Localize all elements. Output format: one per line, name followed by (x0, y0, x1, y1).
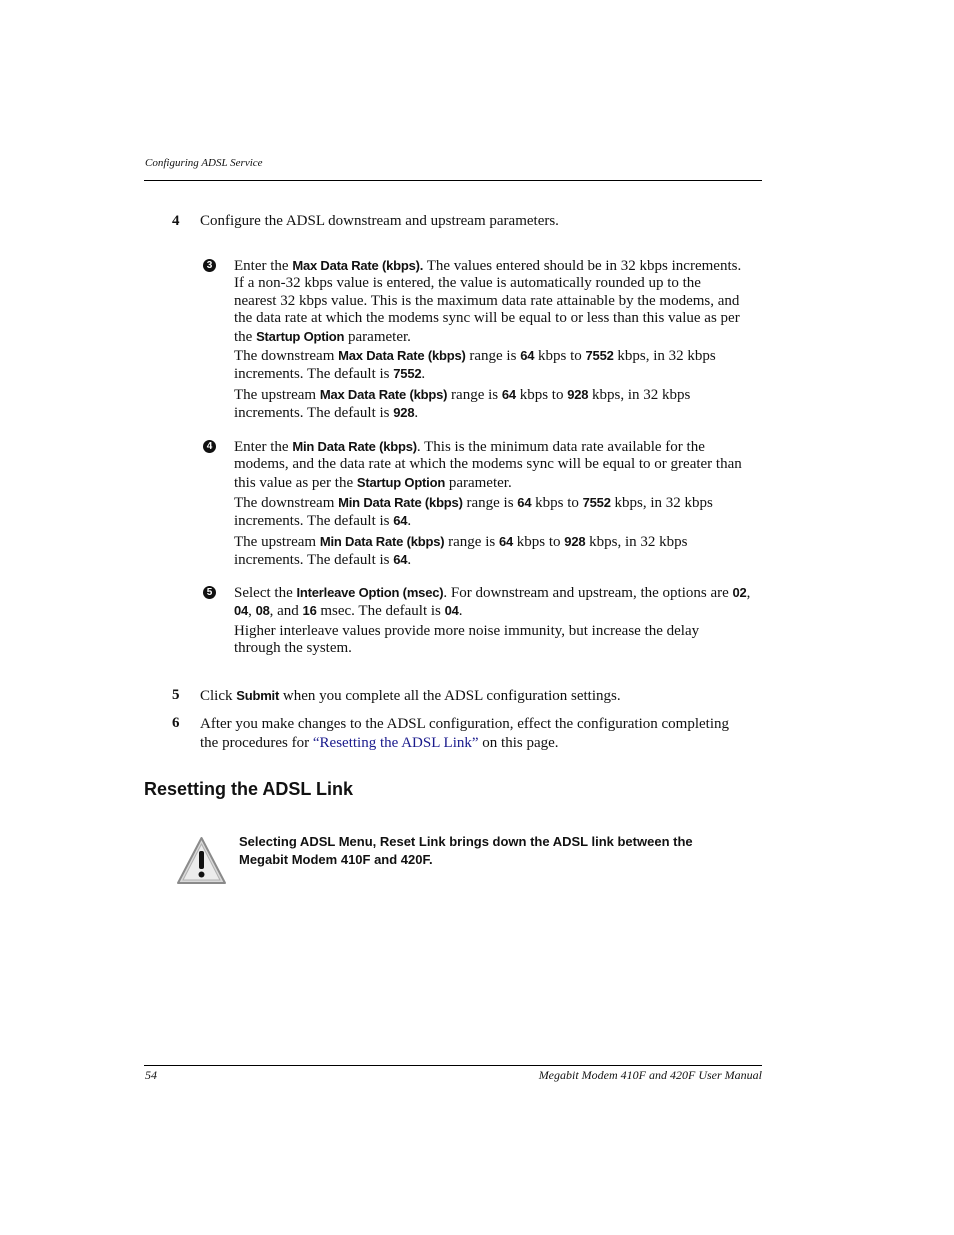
substep-3-downstream (234, 347, 762, 384)
field-name: Min Data Rate (kbps) (338, 495, 463, 510)
value: 64 (393, 513, 408, 529)
text-line: Selecting ADSL Menu, Reset Link brings down the ADSL link between the (239, 834, 693, 849)
text: parameter. (344, 328, 411, 345)
field-name: Max Data Rate (kbps) (338, 348, 466, 363)
text: kbps to (513, 534, 565, 550)
text-line: through the system. (234, 640, 352, 657)
text: The downstream (234, 495, 339, 511)
substep-5-paragraph (234, 584, 762, 621)
bullet-4-icon: 4 (203, 440, 216, 453)
value: 64 (498, 534, 514, 549)
field-name: Min Data Rate (kbps) (319, 534, 445, 549)
value: 02 (732, 585, 747, 600)
text: on this page. (478, 735, 559, 751)
text: parameter. (445, 474, 512, 491)
text: kbps to (531, 495, 583, 511)
text-line: nearest 32 kbps value. This is the maximum data rate attainable by the modems, and (234, 292, 740, 309)
text: . (414, 405, 419, 422)
bullet-5-icon: 5 (203, 586, 216, 599)
text: . This is the minimum data rate available for the (416, 439, 705, 455)
text: kbps, in 32 kbps (585, 534, 688, 550)
value: 7552 (393, 366, 422, 382)
step-number-4: 4 (172, 213, 180, 229)
field-name: Startup Option (356, 474, 446, 490)
text: The upstream (234, 387, 320, 403)
text: Enter the (234, 439, 293, 455)
text: The downstream (234, 348, 339, 364)
value: 928 (393, 405, 415, 421)
substep-3-paragraph (234, 257, 762, 346)
manual-title: Megabit Modem 410F and 420F User Manual (538, 1068, 762, 1082)
text: msec. The default is (316, 603, 445, 620)
text: . (407, 552, 412, 569)
field-name: Max Data Rate (kbps) (319, 387, 448, 402)
text: increments. The default is (234, 405, 394, 422)
footer-rule (144, 1065, 762, 1066)
text: . For downstream and upstream, the options are (443, 585, 733, 601)
value: 64 (393, 552, 408, 568)
text: increments. The default is (234, 513, 394, 530)
substep-4-paragraph (234, 438, 762, 492)
text-line: modems, and the data rate at which the modems sync will be equal to or greater than (234, 456, 742, 473)
page-number: 54 (145, 1068, 157, 1082)
text-line: After you make changes to the ADSL configuration, effect the configuration completing (200, 716, 730, 732)
warning-text (239, 833, 759, 868)
text: , (248, 603, 256, 620)
substep-5-note (234, 623, 762, 658)
text: range is (465, 348, 521, 364)
header-rule (144, 180, 762, 181)
text: . (421, 366, 426, 383)
value: 04 (444, 603, 459, 619)
substep-3-upstream (234, 386, 762, 423)
step-6-text (200, 715, 762, 753)
step-4-text: Configure the ADSL downstream and upstream parameters. (200, 213, 559, 229)
value: 7552 (582, 495, 611, 510)
text: kbps to (515, 387, 568, 403)
value: 7552 (585, 348, 614, 363)
step-number-6: 6 (172, 715, 180, 731)
warning-triangle-icon (176, 836, 227, 886)
text-line: Megabit Modem 410F and 420F. (239, 851, 433, 867)
text: The upstream (234, 534, 320, 550)
text: kbps, in 32 kbps (610, 495, 713, 511)
submit-label: Submit (236, 688, 280, 703)
value: 928 (564, 534, 586, 549)
field-name: Min Data Rate (kbps) (292, 439, 417, 454)
text: . (407, 513, 412, 530)
step-number-5: 5 (172, 687, 180, 703)
value: 08 (255, 603, 270, 619)
step-5-text (200, 687, 621, 705)
text: Enter the (234, 258, 293, 274)
text: Select the (234, 585, 297, 601)
field-name: Max Data Rate (kbps). (292, 258, 424, 273)
text-line: the data rate at which the modems sync will be equal to or less than this value as per (234, 310, 740, 327)
substep-4-downstream (234, 494, 762, 531)
text: when you complete all the ADSL configuration settings. (279, 688, 621, 704)
field-name: Startup Option (256, 328, 345, 344)
text: range is (444, 534, 499, 550)
resetting-adsl-link-reference[interactable]: “Resetting the ADSL Link” (312, 735, 479, 751)
text: range is (447, 387, 502, 403)
value: 64 (501, 387, 516, 402)
text: increments. The default is (234, 366, 394, 383)
text: , (746, 585, 751, 601)
text: increments. The default is (234, 552, 394, 569)
bullet-3-icon: 3 (203, 259, 216, 272)
running-header: Configuring ADSL Service (145, 157, 263, 169)
text: The values entered should be in 32 kbps increments. (423, 258, 742, 274)
text-line: Higher interleave values provide more noise immunity, but increase the delay (234, 623, 700, 639)
value: 64 (520, 348, 535, 363)
text: , and (269, 603, 303, 620)
text: kbps, in 32 kbps (588, 387, 691, 403)
text-line: If a non-32 kbps value is entered, the value is automatically rounded up to the (234, 275, 701, 292)
value: 16 (302, 603, 317, 619)
text: the (234, 328, 257, 345)
section-title: Resetting the ADSL Link (144, 779, 354, 799)
value: 928 (567, 387, 589, 402)
text: . (458, 603, 463, 620)
field-name: Interleave Option (msec) (296, 585, 444, 600)
text: this value as per the (234, 474, 357, 491)
text: Click (200, 688, 237, 704)
text: kbps to (534, 348, 586, 364)
text: kbps, in 32 kbps (613, 348, 716, 364)
text: range is (462, 495, 518, 511)
value: 04 (234, 603, 249, 619)
text: the procedures for (200, 735, 313, 751)
value: 64 (517, 495, 532, 510)
substep-4-upstream (234, 533, 762, 570)
